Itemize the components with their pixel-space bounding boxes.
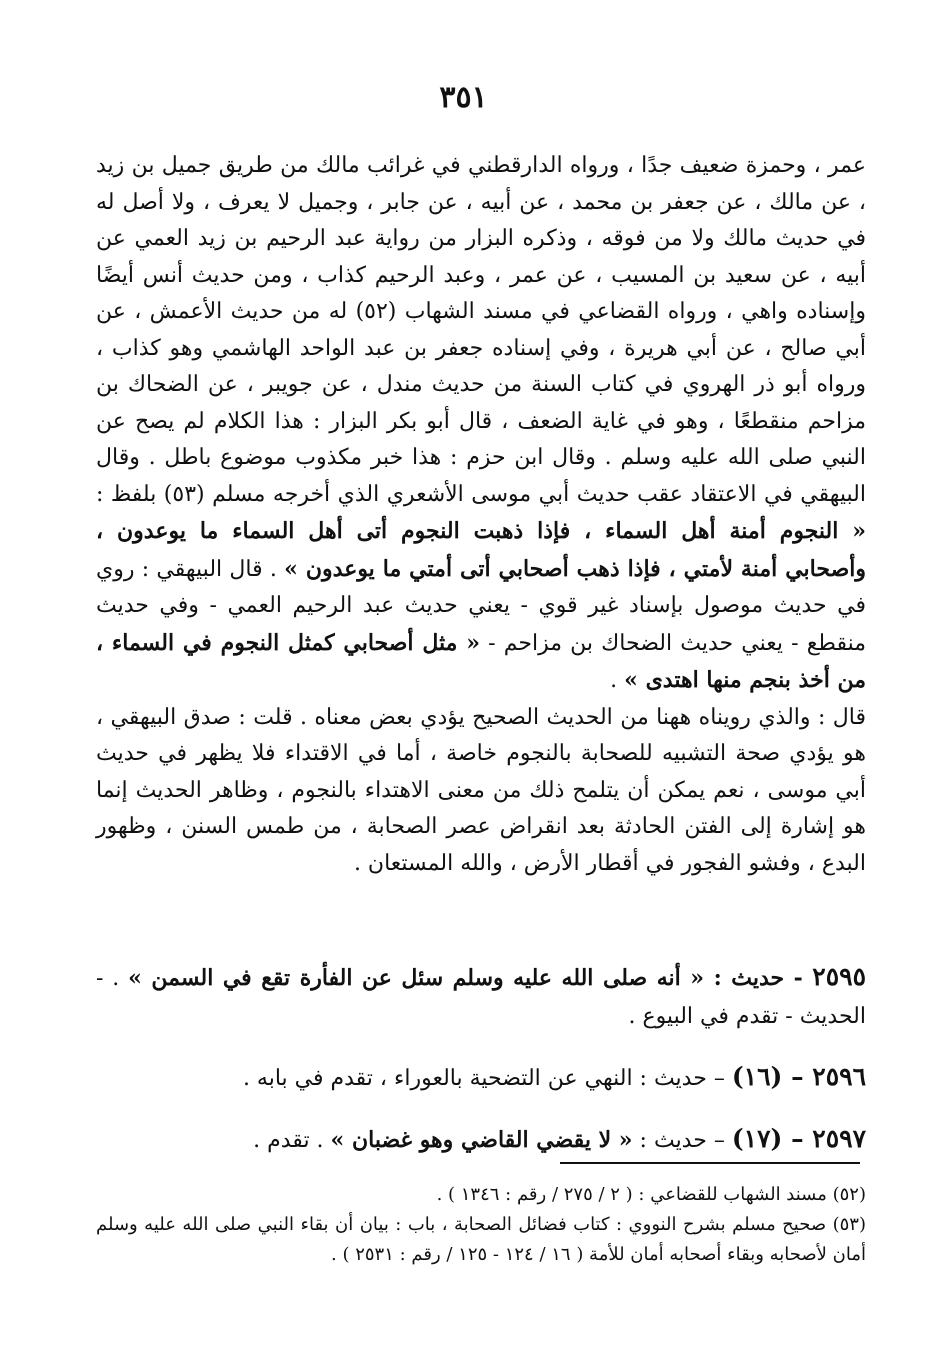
footnote-ref-52[interactable]: (٥٢) (355, 299, 397, 324)
entry-title: - حديث : « أنه صلى الله عليه وسلم سئل عن الفأرة تقع في السمن » (128, 965, 813, 991)
text-segment: بلفظ : (96, 481, 157, 507)
entry-number: ٢٥٩٦ – (١٦) (731, 1062, 866, 1091)
hadith-entry (96, 1058, 866, 1098)
entry-note: – حديث : النهي عن التضحية بالعوراء ، تقدم في بابه . (242, 1066, 732, 1091)
hadith-entry (96, 958, 866, 1036)
entry-label: – حديث : (632, 1128, 732, 1153)
entry-note: . تقدم . (253, 1128, 331, 1153)
entry-note: . - الحديث - تقدم في البيوع . (96, 966, 866, 1029)
footnotes (96, 1180, 866, 1270)
page-number: ٣٥١ (439, 80, 488, 115)
text-segment: . قال البيهقي : روي في حديث موصول بإسناد غير قوي - يعني حديث عبد الرحيم العمي - وفي حديث منقطع - يعني حديث الضحاك بن مزاحم - (96, 556, 867, 656)
footnote-ref-53[interactable]: (٥٣) (163, 481, 205, 507)
hadith-quote: « مثل أصحابي كمثل النجوم في السماء ، من أخذ بنجم منها اهتدى » (96, 629, 866, 693)
main-text (96, 148, 866, 882)
paragraph-2: قال : والذي رويناه ههنا من الحديث الصحيح يؤدي بعض معناه . قلت : صدق البيهقي ، هو يؤدي صحة التشبيه للصحابة بالنجوم خاصة ، أما في الاقتداء فلا يظهر في حديث أبي موسى ، نعم يمكن أن يتلمح ذلك من معنى الاهتداء بالنجوم ، وظاهر الحديث إنما هو إشارة إلى الفتن الحادثة بعد انقراض عصر الصحابة ، من طمس السنن ، وظهور البدع ، وفشو الفجور في أقطار الأرض ، والله المستعان . (96, 704, 866, 876)
hadith-quote: « النجوم أمنة أهل السماء ، فإذا ذهبت النجوم أتى أهل السماء ما يوعدون ، وأصحابي أمنة لأمتي ، فإذا ذهب أصحابي أتى أمتي ما يوعدون » (96, 518, 866, 582)
entry-title: « لا يقضي القاضي وهو غضبان » (330, 1127, 633, 1153)
footnote-52: (٥٢) مسند الشهاب للقضاعي : ( ٢ / ٢٧٥ / رقم : ١٣٤٦ ) . (436, 1184, 866, 1205)
text-segment: له من حديث الأعمش ، عن أبي صالح ، عن أبي هريرة ، وفي إسناده جعفر بن عبد الواحد الهاشمي وهو كذاب ، ورواه أبو ذر الهروي في كتاب السنة من حديث مندل ، عن جويبر ، عن الضحاك بن مزاحم منقطعًا ، وهو في غاية الضعف ، قال أبو بكر البزار : هذا الكلام لم يصح عن النبي صلى الله عليه وسلم . وقال ابن حزم : هذا خبر مكذوب موضوع باطل . وقال البيهقي في الاعتقاد عقب حديث أبي موسى الأشعري الذي أخرجه مسلم (96, 299, 866, 507)
hadith-entries (96, 958, 866, 1182)
footnote-divider (560, 1162, 860, 1164)
hadith-entry (96, 1120, 866, 1160)
text-segment: . (610, 668, 618, 693)
entry-number: ٢٥٩٧ – (١٧) (731, 1124, 866, 1153)
text-segment: عمر ، وحمزة ضعيف جدًا ، ورواه الدارقطني في غرائب مالك من طريق جميل بن زيد ، عن مالك ، عن جعفر بن محمد ، عن أبيه ، عن جابر ، وجميل لا يعرف ، ولا أصل له في حديث مالك ولا من فوقه ، وذكره البزار من رواية عبد الرحيم بن زيد العمي عن أبيه ، عن سعيد بن المسيب ، عن عمر ، وعبد الرحيم كذاب ، ومن حديث أنس أيضًا وإسناده واهي ، ورواه القضاعي في مسند الشهاب (96, 153, 866, 324)
paragraph-1 (96, 148, 866, 700)
entry-number: ٢٥٩٥ (812, 962, 866, 991)
footnote-53: (٥٣) صحيح مسلم بشرح النووي : كتاب فضائل الصحابة ، باب : بيان أن بقاء النبي صلى الله عليه وسلم أمان لأصحابه وبقاء أصحابه أمان للأمة ( ١٦ / ١٢٤ - ١٢٥ / رقم : ٢٥٣١ ) . (96, 1214, 866, 1265)
